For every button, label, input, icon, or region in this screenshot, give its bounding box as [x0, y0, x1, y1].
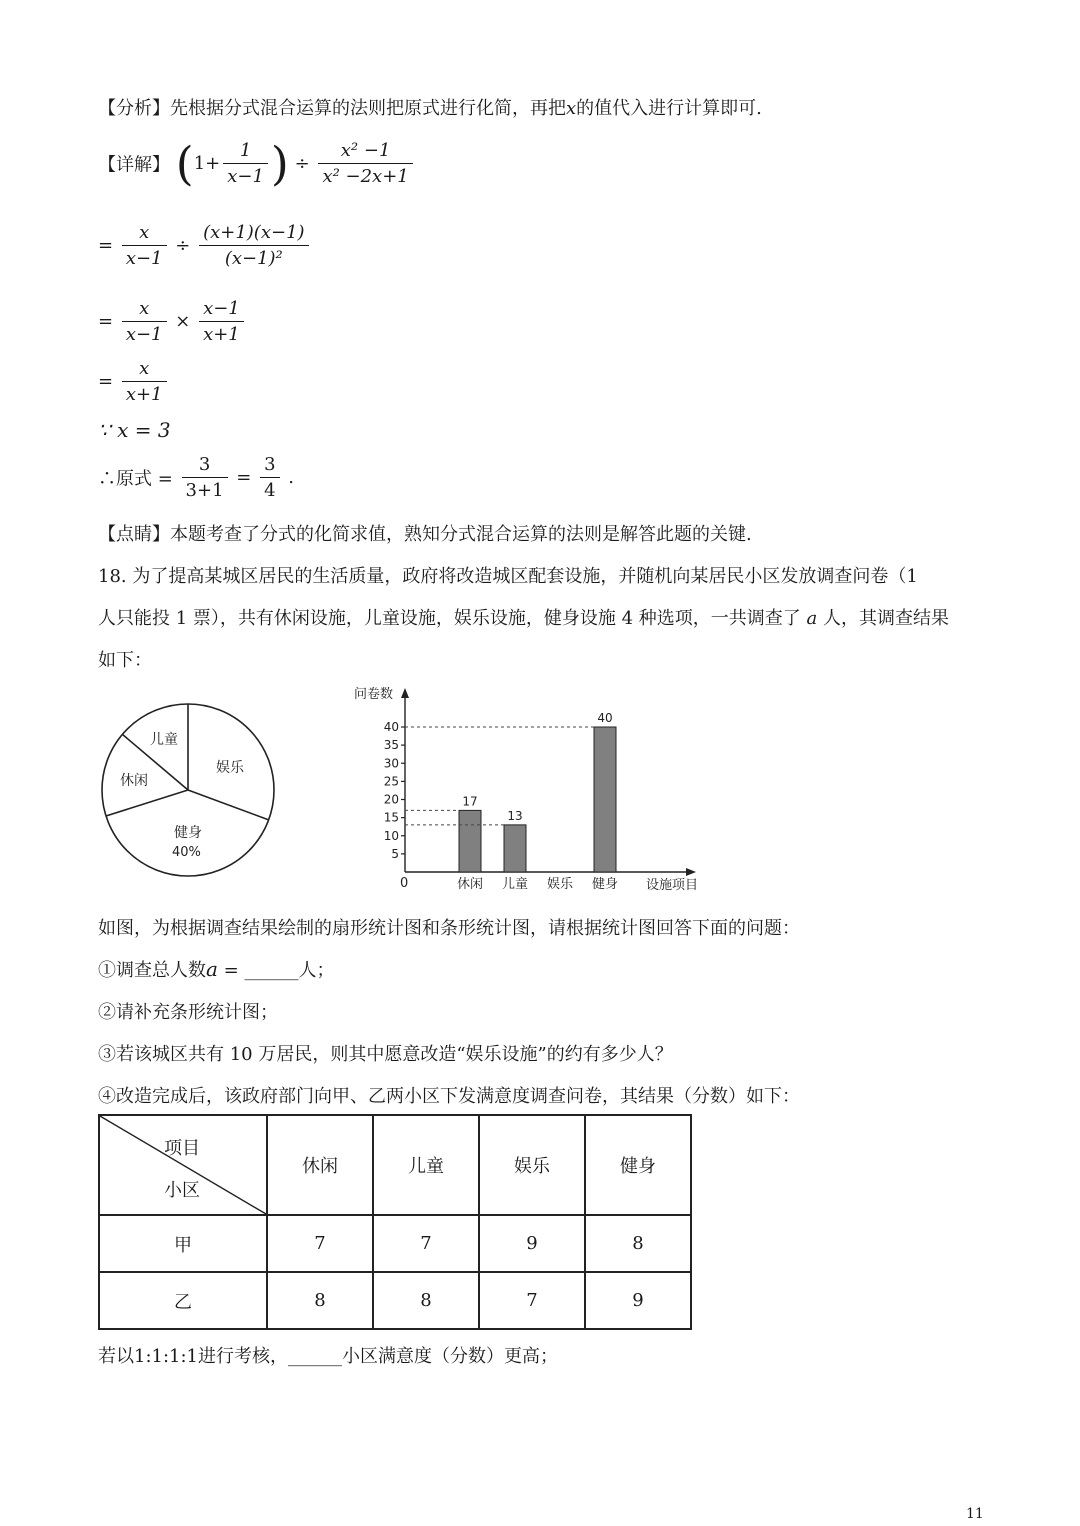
table-cell: 7 — [267, 1215, 373, 1272]
x-axis-arrow — [686, 868, 696, 876]
step-3: = $\frac{x}{x+1}$ — [98, 358, 170, 405]
expr-one: 1+ — [193, 153, 221, 174]
score-table — [98, 1114, 692, 1330]
divide-sign: ÷ — [294, 153, 310, 174]
analysis-line — [98, 94, 762, 120]
solution-tag: 【详解】 — [98, 154, 170, 176]
y-tick-label: 35 — [383, 738, 399, 753]
table-row-label: 甲 — [99, 1215, 267, 1272]
item-4: ④改造完成后，该政府部门向甲、乙两小区下发满意度调查问卷，其结果（分数）如下： — [98, 1086, 800, 1107]
item-2: ②请补充条形统计图； — [98, 1002, 278, 1023]
solution-first-line: 【详解】 (1+ $\frac{1}{x-1}$ ) ÷ $\frac{\text{x² −1}}{\text{x² −2x+1}}$ — [98, 140, 416, 187]
therefore-line: ∴原式 = $\frac{3}{3+1}$ = $\frac{3}{4}$ . — [98, 454, 295, 501]
table-corner-cell — [99, 1115, 267, 1215]
analysis-text-b: 的值代入进行计算即可. — [576, 98, 762, 119]
question-line-2: 人只能投 1 票），共有休闲设施，儿童设施，娱乐设施，健身设施 4 种选项，一共调查了 a 人，其调查结果 — [98, 608, 949, 629]
y-tick-label: 5 — [391, 846, 399, 861]
pie-percent-fitness: 40% — [172, 845, 201, 860]
because-line: ∵ x = 3 — [98, 418, 171, 442]
comment-line: 【点睛】本题考查了分式的化简求值，熟知分式混合运算的法则是解答此题的关键. — [98, 524, 752, 545]
table-row — [99, 1272, 691, 1329]
bar-origin: 0 — [400, 876, 409, 891]
step-2: = $\frac{x}{x-1}$ × $\frac{x-1}{x+1}$ — [98, 298, 247, 345]
x-category-label: 健身 — [591, 877, 619, 892]
final-frac-2: $\frac{3}{4}$ — [260, 454, 279, 501]
table-header-cell: 娱乐 — [479, 1115, 585, 1215]
table-cell: 8 — [585, 1215, 691, 1272]
frac-original: $\frac{\text{x² −1}}{\text{x² −2x+1}}$ — [318, 140, 412, 187]
table-row-label: 乙 — [99, 1272, 267, 1329]
step1-left-frac: $\frac{x}{x-1}$ — [122, 222, 167, 269]
pie-label-leisure: 休闲 — [120, 773, 148, 789]
table-header-cell: 健身 — [585, 1115, 691, 1215]
pie-label-fitness: 健身 — [174, 825, 202, 841]
item-3: ③若该城区共有 10 万居民，则其中愿意改造“娱乐设施”的约有多少人？ — [98, 1044, 673, 1065]
bar-xlabel: 设施项目 — [646, 878, 699, 893]
x-category-label: 休闲 — [456, 877, 484, 892]
bar-value-label: 13 — [507, 808, 523, 823]
y-tick-label: 10 — [383, 828, 399, 843]
bar-chart — [350, 684, 710, 894]
table-cell: 7 — [373, 1215, 479, 1272]
bar — [504, 825, 526, 872]
table-cell: 8 — [267, 1272, 373, 1329]
table-row — [99, 1215, 691, 1272]
table-cell: 7 — [479, 1272, 585, 1329]
bar-value-label: 17 — [462, 794, 478, 809]
question-line-3: 如下： — [98, 650, 152, 671]
table-header-cell: 休闲 — [267, 1115, 373, 1215]
x-category-label: 儿童 — [501, 877, 529, 892]
page-number: 11 — [966, 1506, 984, 1522]
x-category-label: 娱乐 — [546, 877, 574, 892]
table-cell: 9 — [479, 1215, 585, 1272]
corner-bottom-label: 小区 — [164, 1180, 200, 1201]
pie-divider-3 — [106, 790, 188, 816]
step2-b-frac: $\frac{x-1}{x+1}$ — [199, 298, 244, 345]
corner-top-label: 项目 — [164, 1138, 200, 1159]
pie-label-entertainment: 娱乐 — [216, 760, 244, 776]
y-axis-arrow — [401, 688, 409, 698]
final-frac-1: $\frac{3}{3+1}$ — [182, 454, 228, 501]
analysis-var: x — [566, 98, 577, 119]
bar-ylabel: 问卷数 — [354, 687, 394, 702]
bar — [594, 727, 616, 872]
step-1: = $\frac{x}{x-1}$ ÷ $\frac{(x+1)(x-1)}{\text{(x−1)²}}$ — [98, 222, 312, 269]
step3-frac: $\frac{x}{x+1}$ — [122, 358, 167, 405]
pie-divider-4 — [188, 790, 269, 820]
table-cell: 8 — [373, 1272, 479, 1329]
step1-right-frac: $\frac{(x+1)(x-1)}{\text{(x−1)²}}$ — [199, 222, 308, 269]
item-1: ①调查总人数a = ______人； — [98, 957, 335, 981]
table-header-row — [99, 1115, 691, 1215]
y-tick-label: 20 — [383, 792, 399, 807]
analysis-text-a: 先根据分式混合运算的法则把原式进行化简，再把 — [170, 98, 566, 119]
bar — [459, 810, 481, 872]
pie-label-children: 儿童 — [150, 732, 178, 748]
y-tick-label: 40 — [383, 720, 399, 734]
step2-a-frac: $\frac{x}{x-1}$ — [122, 298, 167, 345]
last-line: 若以1:1:1:1进行考核，______小区满意度（分数）更高； — [98, 1346, 558, 1367]
y-tick-label: 30 — [383, 756, 399, 771]
bar-value-label: 40 — [597, 711, 613, 725]
frac-one-over-x-minus-1: $\frac{1}{x-1}$ — [223, 140, 268, 187]
pie-chart — [98, 700, 288, 890]
analysis-tag: 【分析】 — [98, 98, 170, 119]
question-number: 18. — [98, 566, 127, 587]
after-chart-text: 如图，为根据调查结果绘制的扇形统计图和条形统计图，请根据统计图回答下面的问题： — [98, 918, 800, 939]
table-cell: 9 — [585, 1272, 691, 1329]
table-header-cell: 儿童 — [373, 1115, 479, 1215]
y-tick-label: 15 — [383, 810, 399, 825]
question-line-1: 18. 为了提高某城区居民的生活质量，政府将改造城区配套设施，并随机向某居民小区发放调查问卷（1 — [98, 566, 918, 587]
y-tick-label: 25 — [383, 774, 399, 789]
